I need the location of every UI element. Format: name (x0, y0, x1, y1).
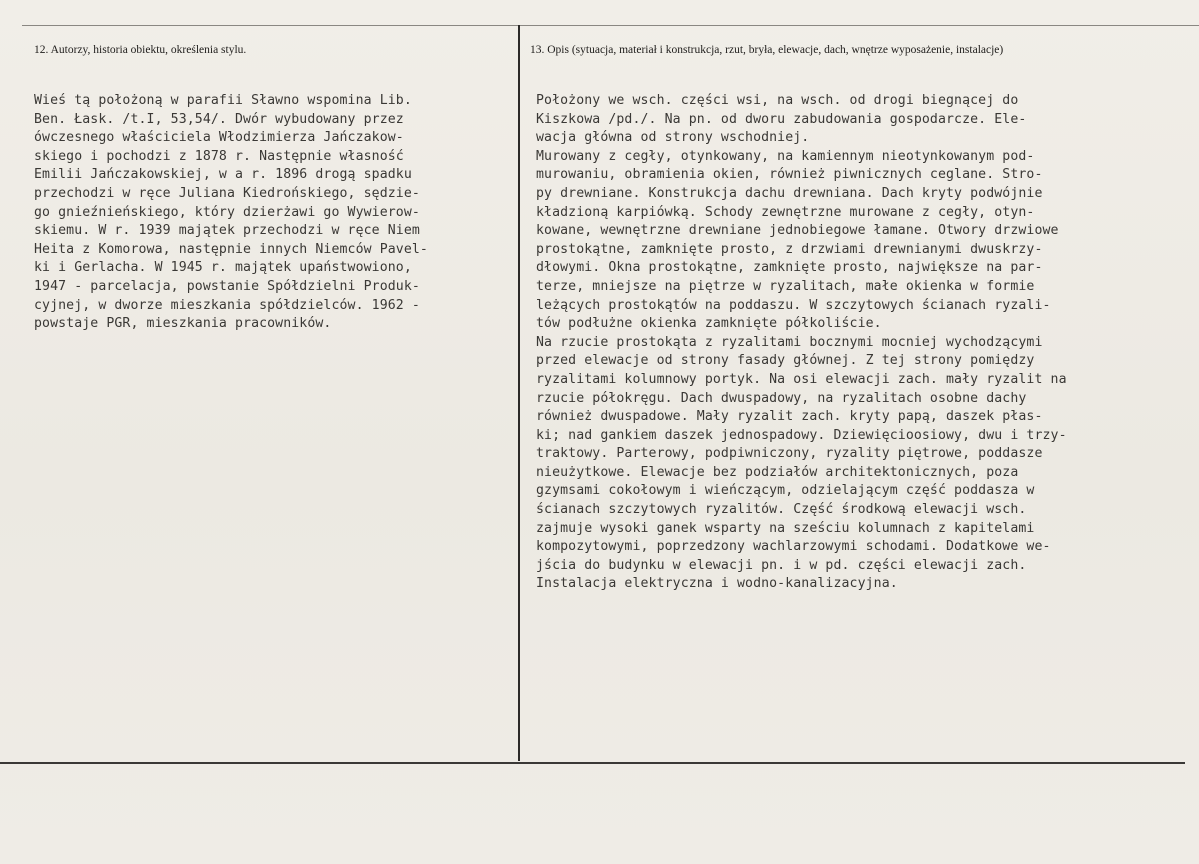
history-text (34, 92, 428, 334)
text-line: Emilii Jańczakowskiej, w a r. 1896 drogą spadku (34, 167, 412, 183)
text-line: skiemu. W r. 1939 majątek przechodzi w ręce Niem (34, 223, 420, 239)
text-line: przechodzi w ręce Juliana Kiedrońskiego, sędzie- (34, 185, 420, 201)
text-line: gzymsami cokołowym i wieńczącym, odzielającym część poddasza w (536, 483, 1035, 499)
text-line: prostokątne, zamknięte prosto, z drzwiami drewnianymi dwuskrzy- (536, 241, 1043, 257)
text-line: Na rzucie prostokąta z ryzalitami bocznymi mocniej wychodzącymi (536, 334, 1043, 350)
text-line: dłowymi. Okna prostokątne, zamknięte prosto, największe na par- (536, 260, 1043, 276)
text-line: ówczesnego właściciela Włodzimierza Jańczakow- (34, 130, 404, 146)
text-line: przed elewacje od strony fasady głównej. Z tej strony pomiędzy (536, 353, 1035, 369)
text-line: Murowany z cegły, otynkowany, na kamiennym nieotynkowanym pod- (536, 148, 1035, 164)
text-line: 1947 - parcelacja, powstanie Spółdzielni Produk- (34, 278, 420, 294)
bottom-rule (0, 762, 1185, 764)
description-text (536, 92, 1067, 594)
text-line: Wieś tą położoną w parafii Sławno wspomina Lib. (34, 93, 412, 108)
text-line: ryzalitami kolumnowy portyk. Na osi elewacji zach. mały ryzalit na (536, 371, 1067, 387)
section-13-header: 13. Opis (sytuacja, materiał i konstrukcja, rzut, bryła, elewacje, dach, wnętrze wyposażenie, instalacje) (530, 44, 1004, 56)
text-line: leżących prostokątów na poddaszu. W szczytowych ścianach ryzali- (536, 297, 1051, 313)
text-line: Instalacja elektryczna i wodno-kanalizacyjna. (536, 576, 898, 592)
text-line: terze, mniejsze na piętrze w ryzalitach, małe okienka w formie (536, 278, 1035, 294)
text-line: traktowy. Parterowy, podpiwniczony, ryzality piętrowe, poddasze (536, 446, 1043, 462)
text-line: Heita z Komorowa, następnie innych Niemców Pavel- (34, 241, 428, 257)
text-line: skiego i pochodzi z 1878 r. Następnie własność (34, 148, 404, 164)
section-12-header: 12. Autorzy, historia obiektu, określenia stylu. (34, 44, 247, 56)
text-line: rzucie półokręgu. Dach dwuspadowy, na ryzalitach osobne dachy (536, 390, 1027, 406)
text-line: ki i Gerlacha. W 1945 r. majątek upaństwowiono, (34, 260, 412, 276)
text-line: tów podłużne okienka zamknięte półkoliście. (536, 316, 882, 332)
text-line: py drewniane. Konstrukcja dachu drewniana. Dach kryty podwójnie (536, 185, 1043, 201)
text-line: zajmuje wysoki ganek wsparty na sześciu kolumnach z kapitelami (536, 520, 1035, 536)
top-rule (22, 25, 1199, 26)
text-line: powstaje PGR, mieszkania pracowników. (34, 316, 332, 332)
text-line: Położony we wsch. części wsi, na wsch. od drogi biegnącej do (536, 93, 1019, 108)
text-line: jścia do budynku w elewacji pn. i w pd. części elewacji zach. (536, 557, 1027, 573)
text-line: kładzioną karpiówką. Schody zewnętrzne murowane z cegły, otyn- (536, 204, 1035, 220)
text-line: wacja główna od strony wschodniej. (536, 130, 810, 146)
text-line: ki; nad gankiem daszek jednospadowy. Dziewięcioosiowy, dwu i trzy- (536, 427, 1067, 443)
text-line: cyjnej, w dworze mieszkania spółdzielców. 1962 - (34, 297, 420, 313)
text-line: kowane, wewnętrzne drewniane jednobiegowe łamane. Otwory drzwiowe (536, 223, 1059, 239)
text-line: ścianach szczytowych ryzalitów. Część środkową elewacji wsch. (536, 502, 1027, 518)
text-line: również dwuspadowe. Mały ryzalit zach. kryty papą, daszek płas- (536, 409, 1043, 425)
text-line: kompozytowymi, poprzedzony wachlarzowymi schodami. Dodatkowe we- (536, 539, 1051, 555)
column-divider (518, 25, 520, 761)
text-line: Ben. Łask. /t.I, 53,54/. Dwór wybudowany przez (34, 111, 404, 127)
text-line: Kiszkowa /pd./. Na pn. od dworu zabudowania gospodarcze. Ele- (536, 111, 1027, 127)
text-line: nieużytkowe. Elewacje bez podziałów architektonicznych, poza (536, 464, 1019, 480)
text-line: go gnieźnieńskiego, który dzierżawi go Wywierow- (34, 204, 420, 220)
text-line: murowaniu, obramienia okien, również piwnicznych ceglane. Stro- (536, 167, 1043, 183)
